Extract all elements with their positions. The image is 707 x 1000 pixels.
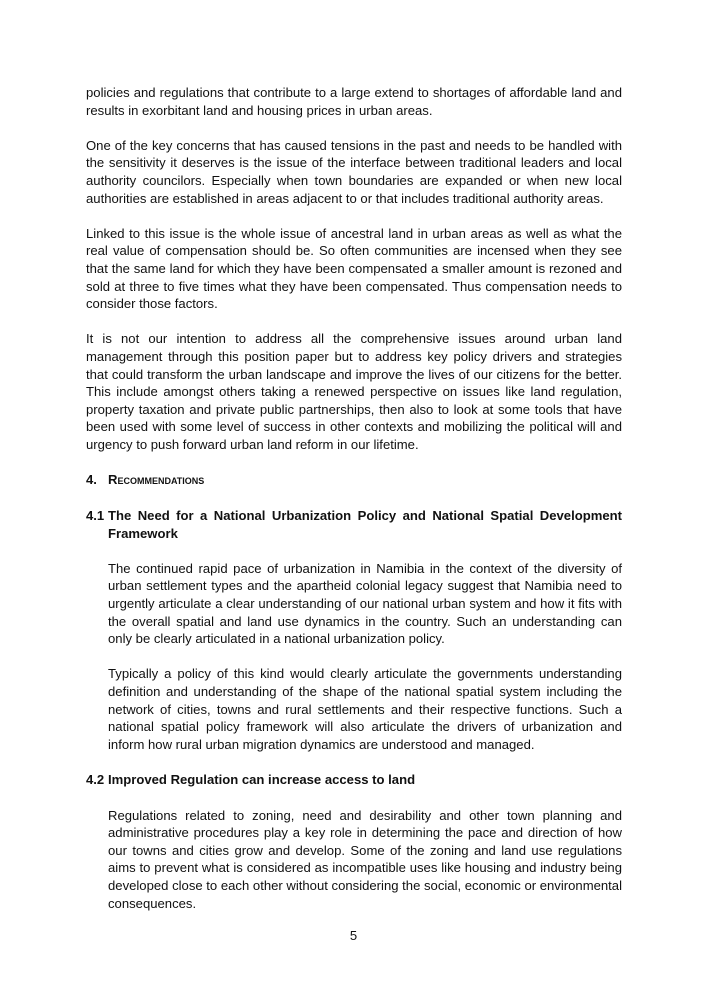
- page-number: 5: [349, 928, 358, 943]
- section-title: Recommendations: [108, 472, 205, 488]
- intro-paragraph-1: policies and regulations that contribute to a large extend to shortages of affordable land and results in exorbitant land and housing prices in urban areas.: [86, 85, 622, 118]
- subsection-number: 4.2: [86, 772, 105, 788]
- section-heading-recommendations: [86, 471, 622, 489]
- subsection-heading-4-1: [86, 507, 622, 542]
- subsection-4-1-paragraph-2: Typically a policy of this kind would clearly articulate the governments understanding definition and understanding of the shape of the national spatial system including the network of cities, towns and rural settlements and their respective functions. Such a national spatial policy framework will also articulate the drivers of urbanization and inform how rural urban migration dynamics are understood and managed.: [108, 666, 622, 752]
- subsection-body-4-2: [108, 807, 622, 913]
- subsection-number: 4.1: [86, 508, 105, 524]
- subsection-4-1-paragraph-1: The continued rapid pace of urbanization in Namibia in the context of the diversity of urban settlement types and the apartheid colonial legacy suggest that Namibia need to urgently articulate a clear understanding of our national urban system and how it fits with the overall spatial and land use dynamics in the country. Such an understanding can only be clearly articulated in a national urbanization policy.: [108, 560, 622, 647]
- intro-paragraph-4: It is not our intention to address all the comprehensive issues around urban land management through this position paper but to address key policy drivers and strategies that could transform the urban landscape and improve the lives of our citizens for the better. This include amongst others taking a renewed perspective on issues like land regulation, property taxation and private public partnerships, then also to look at some tools that have been used with some level of success in other contexts and mobilizing the political will and urgency to push forward urban land reform in our lifetime.: [86, 331, 622, 452]
- section-number: 4.: [86, 472, 97, 488]
- page-content: [86, 84, 622, 912]
- intro-paragraph-2: One of the key concerns that has caused tensions in the past and needs to be handled with the sensitivity it deserves is the issue of the interface between traditional leaders and local authority councilors. Especially when town boundaries are expanded or when new local authorities are established in areas adjacent to or that includes traditional authority areas.: [86, 137, 622, 206]
- intro-paragraph-3: Linked to this issue is the whole issue of ancestral land in urban areas as well as what the real value of compensation should be. So often communities are incensed when they see that the same land for which they have been compensated a smaller amount is rezoned and sold at three to five times what they have been compensated. Thus compensation needs to consider those factors.: [86, 225, 622, 312]
- subsection-4-2-paragraph-1: Regulations related to zoning, need and desirability and other town planning and administrative procedures play a key role in determining the pace and direction of how our towns and cities grow and develop. Some of the zoning and land use regulations aims to prevent what is considered as incompatible uses like housing and industry being developed close to each other without considering the social, economic or environmental consequences.: [108, 807, 622, 911]
- subsection-heading-4-2: [86, 771, 622, 789]
- subsection-title: Improved Regulation can increase access to land: [108, 772, 416, 788]
- subsection-title: The Need for a National Urbanization Policy and National Spatial Development Framework: [108, 508, 622, 541]
- subsection-body-4-1: [108, 560, 622, 754]
